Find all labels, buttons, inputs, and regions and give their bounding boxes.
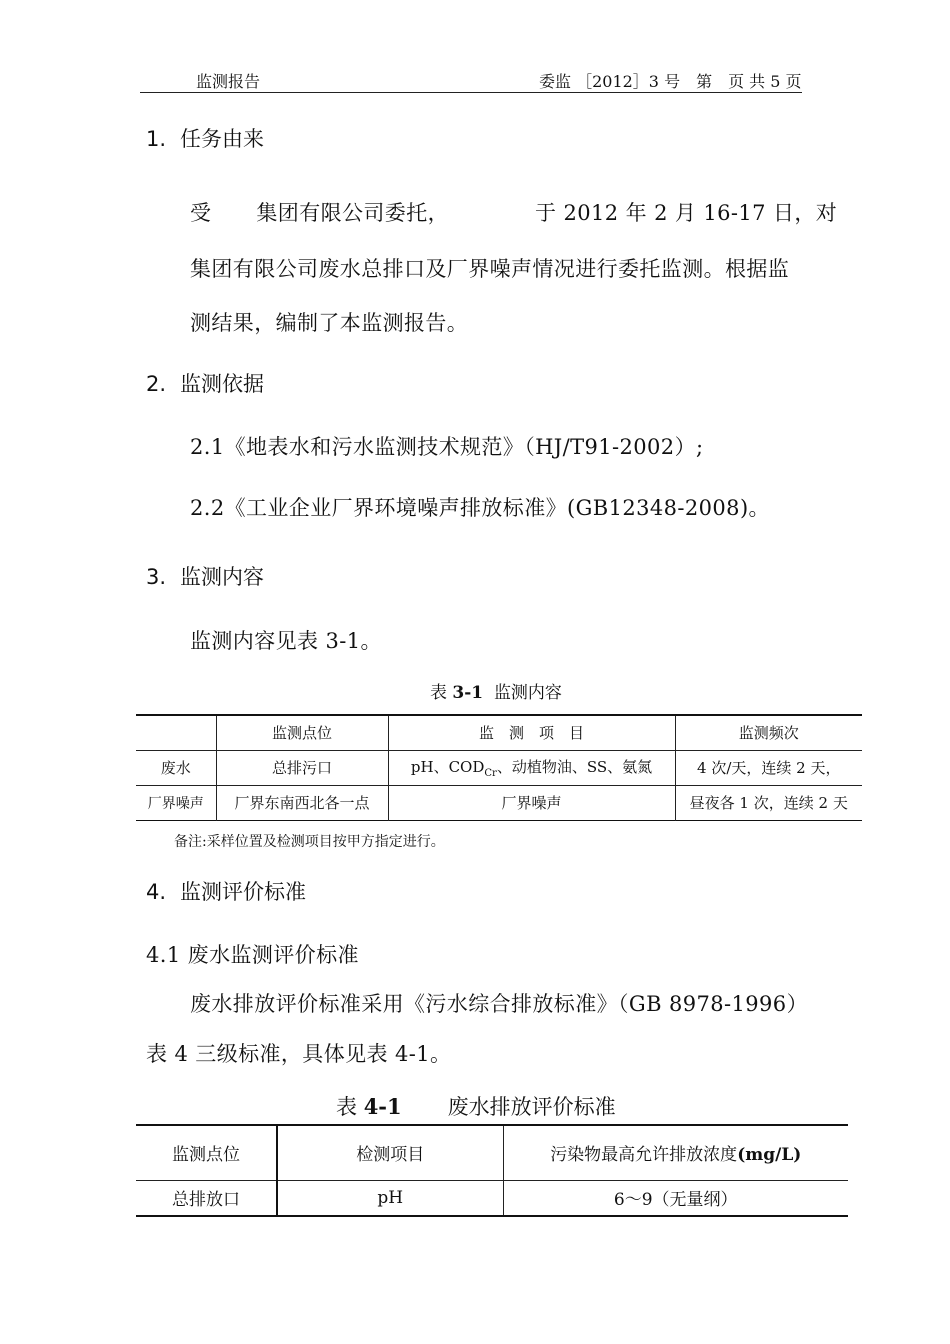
- table-3-1-caption: [430, 678, 562, 703]
- subsection-4-1-line-1: 废水排放评价标准采用《污水综合排放标准》（GB 8978-1996）: [190, 992, 808, 1016]
- section-1-number: 1.: [146, 127, 167, 151]
- section-4-heading: [146, 876, 306, 906]
- table-cell: pH: [277, 1180, 503, 1216]
- content-intro: 监测内容见表 3-1。: [190, 629, 382, 653]
- header-left: 监测报告: [196, 72, 261, 91]
- table-cell: [388, 750, 675, 785]
- section-4-number: 4.: [146, 880, 167, 904]
- table-3-1-note: 备注:采样位置及检测项目按甲方指定进行。: [174, 834, 445, 850]
- table-header-row: [136, 715, 862, 750]
- section-2-title: 监测依据: [180, 372, 264, 396]
- table-cell: 6～9（无量纲）: [503, 1180, 848, 1216]
- header-cell: 监 测 项 目: [388, 715, 675, 750]
- task-line-1: [190, 197, 837, 227]
- header-cell: 监测点位: [216, 715, 388, 750]
- table-cell: 厂界噪声: [136, 785, 216, 820]
- table-row: [136, 750, 862, 785]
- header-cell: [503, 1125, 848, 1180]
- table-cell: 厂界噪声: [388, 785, 675, 820]
- header-right: 委监 ［2012］3 号 第 页 共 5 页: [539, 72, 802, 91]
- task-line-1-b: 集团有限公司委托，: [256, 201, 450, 225]
- subsection-4-1-line-2: 表 4 三级标准，具体见表 4-1。: [146, 1042, 452, 1066]
- task-line-2: 集团有限公司废水总排口及厂界噪声情况进行委托监测。根据监: [190, 257, 790, 281]
- header-unit: (mg/L): [737, 1145, 802, 1166]
- task-line-1-c: 于 2012 年 2 月 16-17 日，对: [535, 201, 838, 225]
- header-cell: 监测点位: [172, 1145, 240, 1166]
- item-subscript: Cr: [484, 768, 497, 779]
- section-3-heading: [146, 561, 264, 591]
- table-3-1: [136, 714, 862, 821]
- header-cell: 监测频次: [675, 715, 862, 750]
- section-2-number: 2.: [146, 372, 167, 396]
- table-cell: 厂界东南西北各一点: [216, 785, 388, 820]
- caption-prefix: 表: [430, 683, 447, 703]
- caption-number: 3-1: [452, 683, 484, 703]
- task-line-1-a: 受: [190, 201, 212, 225]
- caption-title: 监测内容: [493, 683, 562, 703]
- table-cell: 总排污口: [216, 750, 388, 785]
- subsection-4-1-title: 4.1 废水监测评价标准: [146, 943, 359, 967]
- item-text-b: 、动植物油、SS、氨氮: [496, 758, 653, 776]
- section-2-heading: [146, 368, 264, 398]
- section-1-title: 任务由来: [180, 127, 264, 151]
- header-cell: 检测项目: [277, 1125, 503, 1180]
- table-4-1-caption: [336, 1091, 616, 1121]
- table-row: [136, 785, 862, 820]
- table-header-row: [136, 1125, 848, 1180]
- section-1-heading: [146, 123, 264, 153]
- section-4-title: 监测评价标准: [180, 880, 306, 904]
- caption-number: 4-1: [363, 1094, 402, 1119]
- item-text-a: pH、COD: [410, 758, 485, 776]
- table-cell: 废水: [136, 750, 216, 785]
- table-4-1: [136, 1124, 848, 1217]
- header-text: 污染物最高允许排放浓度: [550, 1145, 738, 1166]
- table-row: [136, 1180, 848, 1216]
- caption-title: 废水排放评价标准: [447, 1095, 616, 1119]
- caption-prefix: 表: [336, 1095, 357, 1119]
- section-3-title: 监测内容: [180, 565, 264, 589]
- table-cell: 昼夜各 1 次，连续 2 天: [675, 785, 862, 820]
- section-3-number: 3.: [146, 565, 167, 589]
- basis-item-2: 2.2《工业企业厂界环境噪声排放标准》(GB12348-2008)。: [190, 496, 770, 520]
- header-cell: [136, 715, 216, 750]
- basis-item-1: 2.1《地表水和污水监测技术规范》（HJ/T91-2002）;: [190, 435, 704, 459]
- table-cell: 4 次/天，连续 2 天，: [675, 750, 862, 785]
- table-cell: 总排放口: [136, 1180, 277, 1216]
- header-rule: [140, 92, 802, 93]
- task-line-3: 测结果，编制了本监测报告。: [190, 311, 469, 335]
